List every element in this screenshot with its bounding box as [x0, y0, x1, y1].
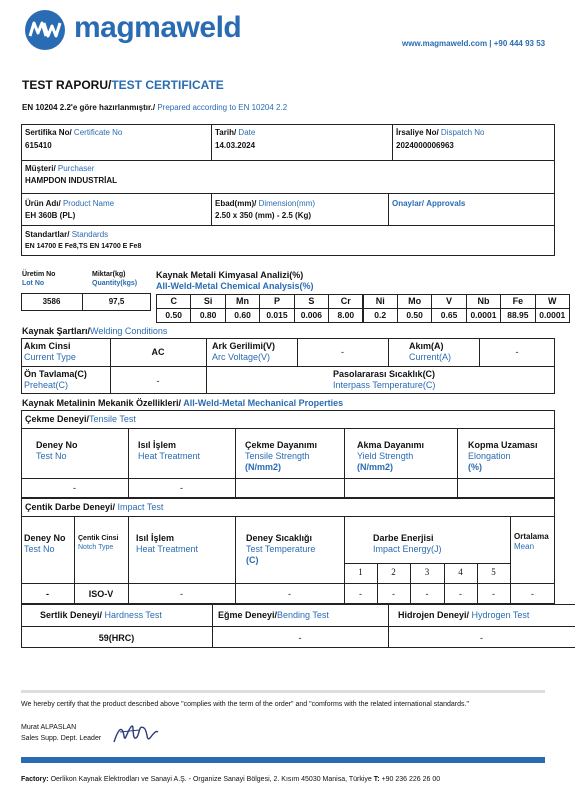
tensile-strength-header: Çekme Dayanımı Tensile Strength (N/mm2) [245, 440, 318, 472]
impact-energy-header: Darbe Enerjisi Impact Energy(J) [373, 533, 442, 554]
approvals-label: Onaylar/ Approvals [392, 199, 466, 208]
energy-value-1: - [359, 589, 362, 599]
mech-title: Kaynak Metalinin Mekanik Özellikleri/ All-Weld-Metal Mechanical Properties [22, 398, 344, 408]
bending-value: - [298, 633, 302, 643]
date-label: Tarih/ Date [215, 128, 256, 137]
chem-value-fe: 88.95 [500, 308, 535, 323]
dispatch-value: 2024000006963 [396, 141, 454, 150]
hardness-value: 59(HRC) [98, 633, 135, 643]
chem-element-p: P [259, 294, 294, 309]
hydrogen-value: - [480, 633, 483, 643]
chem-element-cr: Cr [328, 294, 363, 309]
tensile-heat-value: - [180, 483, 183, 493]
impact-title: Çentik Darbe Deneyi/ Impact Test [25, 502, 164, 512]
dispatch-label: İrsaliye No/ Dispatch No [396, 128, 485, 137]
chem-title: Kaynak Metali Kimyasal Analizi(%) All-Weld-Metal Chemical Analysis(%) [156, 270, 314, 291]
chem-value-mn: 0.60 [225, 308, 260, 323]
current-type-value: AC [151, 347, 165, 357]
chem-element-c: C [156, 294, 191, 309]
signer-name: Murat ALPASLAN [21, 724, 77, 731]
chem-value-cr: 8.00 [328, 308, 363, 323]
weld-title: Kaynak Şartları/Welding Conditions [22, 326, 168, 336]
page-title [22, 78, 224, 92]
sample-number-5: 5 [491, 567, 496, 577]
chem-value-v: 0.65 [431, 308, 466, 323]
chem-element-mo: Mo [397, 294, 432, 309]
chem-element-mn: Mn [225, 294, 260, 309]
sample-number-1: 1 [358, 567, 363, 577]
signer-title: Sales Supp. Dept. Leader [21, 735, 102, 742]
purchaser-value: HAMPDON INDUSTRİAL [25, 176, 117, 185]
purchaser-label: Müşteri/ Purchaser [25, 164, 95, 173]
chem-value-mo: 0.50 [397, 308, 432, 323]
header-contact: www.magmaweld.com | +90 444 93 53 [402, 39, 546, 48]
impact-testno-header: Deney No Test No [24, 533, 66, 554]
current-type-label: Akım Cinsi Current Type [24, 341, 76, 362]
date-value: 14.03.2024 [215, 141, 256, 150]
current-value: - [515, 347, 519, 357]
footer-separator [21, 690, 545, 693]
impact-testno-value: - [46, 589, 49, 599]
tensile-heat-header: Isıl İşlem Heat Treatment [138, 440, 201, 461]
tensile-testno-value: - [73, 483, 76, 493]
title-en: TEST CERTIFICATE [111, 78, 224, 92]
certify-text: We hereby certify that the product described above "complies with the term of the order" and "comforms with the related international standards." [21, 701, 469, 708]
cert-value: 615410 [25, 141, 52, 150]
notch-value: ISO-V [88, 589, 114, 599]
prepared-en: Prepared according to EN 10204 2.2 [157, 103, 288, 112]
chem-element-si: Si [190, 294, 225, 309]
product-value: EH 360B (PL) [25, 211, 76, 220]
yield-strength-header: Akma Dayanımı Yield Strength (N/mm2) [357, 440, 425, 472]
energy-value-4: - [459, 589, 462, 599]
chem-table [156, 294, 569, 324]
impact-heat-value: - [180, 589, 183, 599]
chem-element-ni: Ni [363, 294, 398, 309]
arc-voltage-label: Ark Gerilimi(V) Arc Voltage(V) [212, 341, 276, 362]
chem-value-c: 0.50 [156, 308, 191, 323]
mean-value: - [531, 589, 534, 599]
chem-value-p: 0.015 [259, 308, 294, 323]
sample-number-4: 4 [458, 567, 463, 577]
chem-element-v: V [431, 294, 466, 309]
standards-label: Standartlar/ Standards [25, 230, 109, 239]
chem-element-nb: Nb [466, 294, 501, 309]
product-label: Ürün Adı/ Product Name [25, 199, 115, 208]
sample-number-2: 2 [391, 567, 396, 577]
energy-value-3: - [425, 589, 429, 599]
energy-value-5: - [492, 589, 495, 599]
qty-value: 97,5 [108, 297, 125, 306]
hardness-label: Sertlik Deneyi/ Hardness Test [40, 610, 162, 620]
energy-value-2: - [392, 589, 395, 599]
chem-value-s: 0.006 [294, 308, 329, 323]
standards-value: EN 14700 E Fe8,TS EN 14700 E Fe8 [25, 243, 142, 250]
signature-icon [110, 718, 162, 750]
chem-element-w: W [535, 294, 570, 309]
mean-header: Ortalama Mean [514, 532, 549, 551]
notch-header: Çentik Cinsi Notch Type [78, 535, 119, 551]
lot-value: 3586 [42, 297, 61, 306]
dimension-value: 2.50 x 350 (mm) - 2.5 (Kg) [215, 211, 312, 220]
cert-label: Sertifika No/ Certificate No [25, 128, 123, 137]
impact-heat-header: Isıl İşlem Heat Treatment [136, 533, 199, 554]
test-temp-value: - [288, 589, 291, 599]
preheat-label: Ön Tavlama(C) Preheat(C) [24, 369, 87, 390]
lot-label: Üretim No Lot No [22, 271, 56, 287]
tensile-testno-header: Deney No Test No [36, 440, 78, 461]
footer-bar [21, 757, 545, 763]
preheat-value: - [156, 376, 160, 386]
current-label: Akım(A) Current(A) [409, 341, 452, 362]
prepared-line [22, 103, 287, 113]
prepared-tr: EN 10204 2.2'e göre hazırlanmıştır./ [22, 103, 156, 112]
sample-number-3: 3 [424, 567, 430, 577]
chem-value-nb: 0.0001 [466, 308, 501, 323]
chem-value-si: 0.80 [190, 308, 225, 323]
elongation-header: Kopma Uzaması Elongation (%) [468, 440, 538, 472]
chem-value-ni: 0.2 [363, 308, 398, 323]
logo-mark-icon [22, 9, 68, 51]
bending-label: Eğme Deneyi/Bending Test [218, 610, 329, 620]
arc-voltage-value: - [341, 347, 344, 357]
chem-element-s: S [294, 294, 329, 309]
test-temp-header: Deney Sıcaklığı Test Temperature (C) [246, 533, 316, 565]
interpass-label: Pasolararası Sıcaklık(C) Interpass Temperature(C) [333, 369, 436, 390]
factory-line: Factory: Oerlikon Kaynak Elektrodları ve Sanayi A.Ş. - Organize Sanayi Bölgesi, 2. Kısım 45030 Manisa, Türkiye T: +90 236 226 26 00 [21, 776, 441, 783]
qty-label: Miktar(kg) Quantity(kgs) [92, 271, 138, 287]
brand-logo [22, 9, 302, 51]
chem-element-fe: Fe [500, 294, 535, 309]
tensile-title: Çekme Deneyi/Tensile Test [25, 414, 136, 424]
chem-value-w: 0.0001 [535, 308, 570, 323]
dimension-label: Ebad(mm)/ Dimension(mm) [215, 199, 316, 208]
hydrogen-label: Hidrojen Deneyi/ Hydrogen Test [398, 610, 530, 620]
brand-wordmark: magmaweld [74, 11, 242, 44]
title-tr: TEST RAPORU/ [22, 78, 112, 92]
